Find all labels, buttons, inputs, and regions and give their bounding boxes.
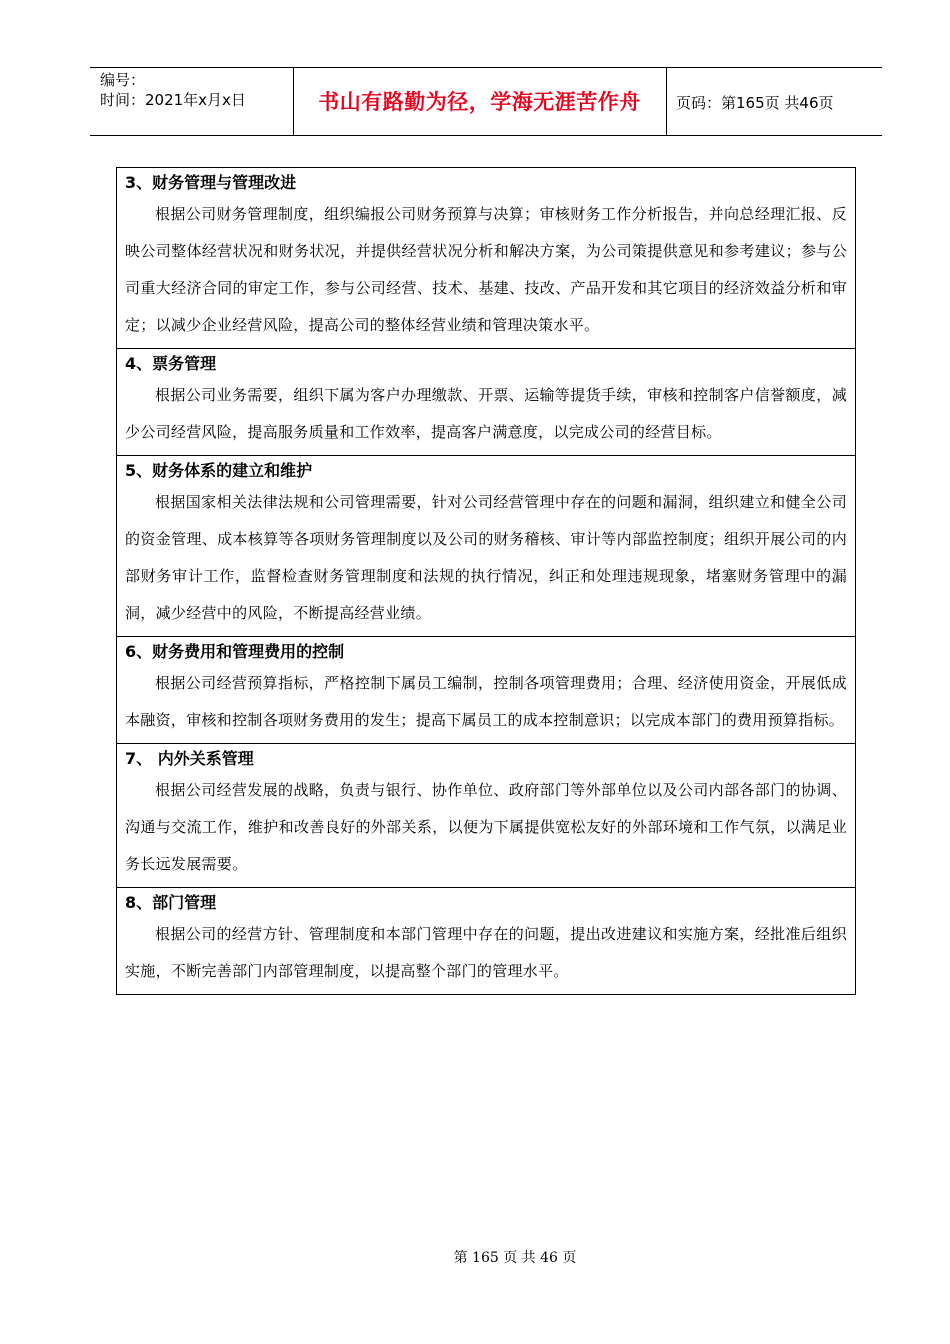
- section-title: 7、 内外关系管理: [125, 749, 254, 768]
- section-body: 根据公司业务需要，组织下属为客户办理缴款、开票、运输等提货手续，审核和控制客户信誉额度，减少公司经营风险，提高服务质量和工作效率，提高客户满意度，以完成公司的经营目标。: [125, 386, 847, 441]
- section-row: [117, 637, 856, 744]
- section-cell: [117, 168, 856, 349]
- section-row: [117, 888, 856, 995]
- section-cell: [117, 637, 856, 744]
- document-time: 时间：2021年x月x日: [100, 91, 246, 109]
- header-page-info: 页码：第165页 共46页: [676, 94, 834, 112]
- section-title: 8、部门管理: [125, 893, 217, 912]
- section-title: 6、财务费用和管理费用的控制: [125, 642, 345, 661]
- section-body: 根据公司财务管理制度，组织编报公司财务预算与决算；审核财务工作分析报告，并向总经理汇报、反映公司整体经营状况和财务状况，并提供经营状况分析和解决方案，为公司策提供意见和参考建议；参与公司重大经济合同的审定工作，参与公司经营、技术、基建、技改、产品开发和其它项目的经济效益分析和审定；以减少企业经营风险，提高公司的整体经营业绩和管理决策水平。: [125, 205, 847, 334]
- header-motto: 书山有路勤为径，学海无涯苦作舟: [318, 90, 641, 114]
- page-footer: 第 165 页 共 46 页: [453, 1250, 577, 1266]
- section-row: [117, 744, 856, 888]
- header-bottom-rule: [90, 135, 882, 136]
- section-title: 3、财务管理与管理改进: [125, 173, 297, 192]
- section-cell: [117, 456, 856, 637]
- duties-table: [116, 167, 856, 995]
- header-top-rule: [90, 67, 882, 68]
- section-body: 根据公司经营发展的战略，负责与银行、协作单位、政府部门等外部单位以及公司内部各部门的协调、沟通与交流工作，维护和改善良好的外部关系，以便为下属提供宽松友好的外部环境和工作气氛，以满足业务长远发展需要。: [125, 781, 847, 873]
- document-number-label: 编号：: [100, 71, 146, 89]
- section-title: 4、票务管理: [125, 354, 217, 373]
- section-cell: [117, 744, 856, 888]
- section-body: 根据国家相关法律法规和公司管理需要，针对公司经营管理中存在的问题和漏洞，组织建立和健全公司的资金管理、成本核算等各项财务管理制度以及公司的财务稽核、审计等内部监控制度；组织开展公司的内部财务审计工作，监督检查财务管理制度和法规的执行情况，纠正和处理违规现象，堵塞财务管理中的漏洞，减少经营中的风险，不断提高经营业绩。: [125, 493, 847, 622]
- header-divider-right: [666, 67, 667, 136]
- section-row: [117, 456, 856, 637]
- section-body: 根据公司的经营方针、管理制度和本部门管理中存在的问题，提出改进建议和实施方案，经批准后组织实施，不断完善部门内部管理制度，以提高整个部门的管理水平。: [125, 925, 847, 980]
- section-row: [117, 168, 856, 349]
- header-meta: [100, 70, 246, 110]
- section-row: [117, 349, 856, 456]
- section-cell: [117, 888, 856, 995]
- section-body: 根据公司经营预算指标，严格控制下属员工编制，控制各项管理费用；合理、经济使用资金，开展低成本融资，审核和控制各项财务费用的发生；提高下属员工的成本控制意识；以完成本部门的费用预算指标。: [125, 674, 847, 729]
- section-cell: [117, 349, 856, 456]
- section-title: 5、财务体系的建立和维护: [125, 461, 313, 480]
